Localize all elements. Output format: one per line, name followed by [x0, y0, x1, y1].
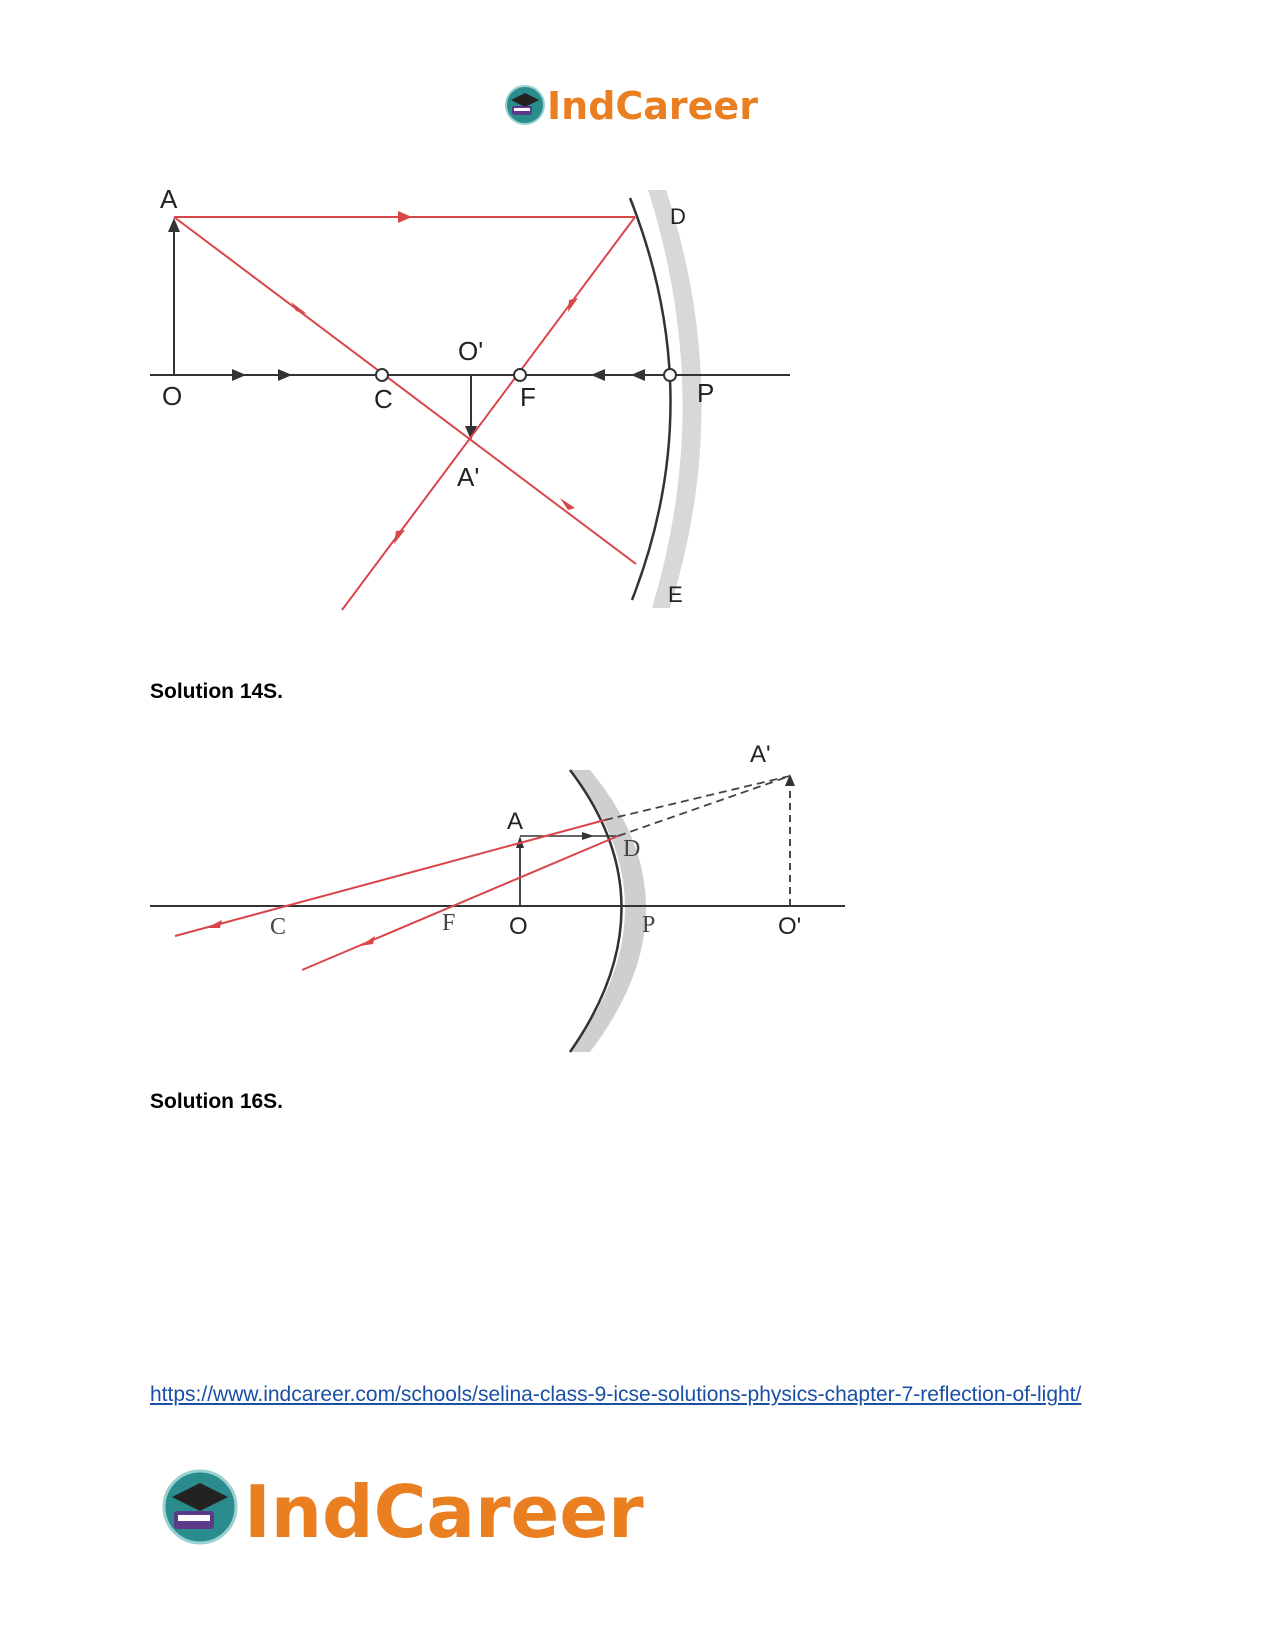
- concave-mirror-diagram-2: [150, 740, 850, 1060]
- label-a: A: [160, 190, 178, 214]
- ray-through-c-arrow: [291, 302, 307, 314]
- ray-through-f-arrow-1: [568, 298, 578, 312]
- axis-arrow-4: [631, 369, 645, 381]
- ray-through-c: [175, 820, 605, 936]
- indcareer-logo-bottom: [160, 1463, 700, 1553]
- label-c: C: [374, 384, 393, 414]
- label-d: D: [623, 836, 641, 862]
- mirror-surface: [630, 198, 671, 600]
- dashed-extension-2: [618, 776, 790, 836]
- label-o-prime: O': [458, 336, 484, 366]
- axis-arrow-3: [591, 369, 605, 381]
- ray-through-f-arrow: [360, 936, 375, 946]
- mirror-backing: [648, 190, 702, 608]
- label-a: A: [507, 808, 524, 835]
- label-a-prime: A': [457, 462, 480, 492]
- dashed-extension-1: [605, 776, 790, 820]
- parallel-ray-arrowhead: [582, 832, 594, 840]
- label-f: F: [520, 382, 536, 412]
- globe-cap-icon: [506, 86, 544, 124]
- ray-through-f: [302, 836, 618, 970]
- point-f: [514, 369, 526, 381]
- concave-mirror-diagram-1: [150, 190, 840, 640]
- label-o: O: [162, 381, 183, 411]
- logo-wordmark: IndCareer: [244, 1470, 644, 1553]
- ray-through-f-arrow-2: [394, 530, 405, 544]
- point-p: [664, 369, 676, 381]
- label-e: E: [668, 582, 683, 607]
- ray-parallel-arrow: [398, 211, 412, 223]
- axis-arrow-2: [278, 369, 292, 381]
- image-arrowhead: [785, 774, 795, 786]
- label-c: C: [270, 914, 287, 940]
- globe-cap-icon: [164, 1471, 236, 1543]
- label-f: F: [442, 910, 456, 936]
- label-d: D: [670, 204, 686, 229]
- logo-wordmark: IndCareer: [547, 84, 758, 128]
- solution-16s-heading: Solution 16S.: [150, 1090, 284, 1113]
- label-a-prime: A': [750, 741, 771, 768]
- source-url-link[interactable]: https://www.indcareer.com/schools/selina-class-9-icse-solutions-physics-chapter-7-reflection-of-light/: [150, 1383, 1082, 1406]
- ray-through-c: [174, 217, 636, 564]
- axis-arrow-1: [232, 369, 246, 381]
- label-o-prime: O': [778, 913, 802, 940]
- label-p: P: [642, 912, 656, 938]
- point-c: [376, 369, 388, 381]
- indcareer-logo-top: [503, 80, 773, 130]
- label-o: O: [509, 913, 528, 940]
- solution-14s-heading: Solution 14S.: [150, 680, 284, 703]
- label-p: P: [697, 378, 715, 408]
